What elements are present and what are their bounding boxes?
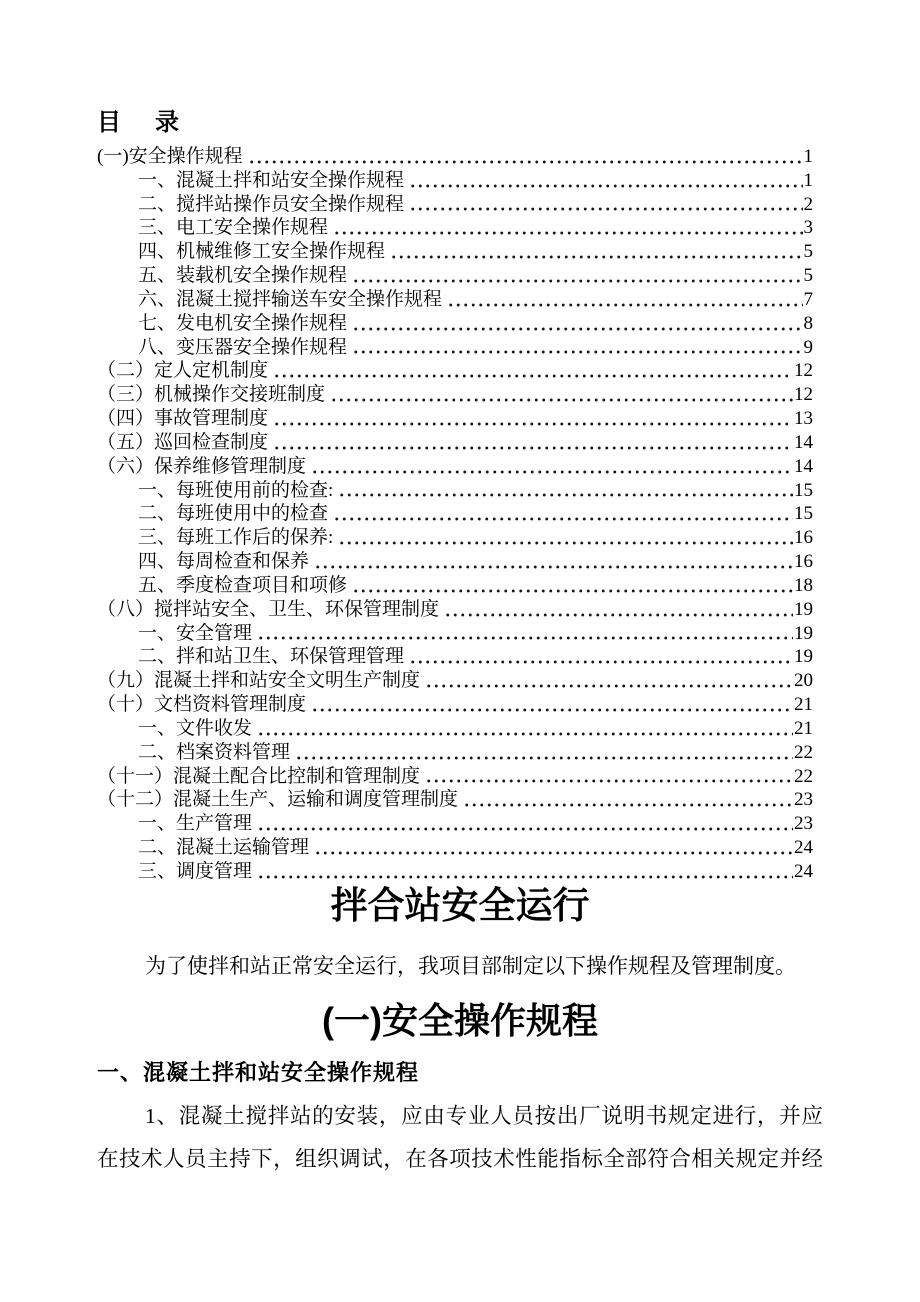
toc-entry-title: 一、安全管理 (138, 622, 253, 644)
toc-entry (97, 765, 813, 789)
toc-entry (97, 383, 813, 407)
toc-entry-page-number: 12 (794, 360, 813, 382)
toc-dot-leader (407, 645, 793, 669)
toc-entry (97, 288, 813, 312)
toc-entry-page-number: 24 (794, 860, 813, 882)
toc-dot-leader (388, 240, 802, 264)
body-paragraph (97, 1095, 823, 1181)
toc-entry (97, 240, 813, 264)
toc-entry (97, 741, 813, 765)
toc-entry-title: （十）文档资料管理制度 (97, 694, 307, 716)
toc-entry-page-number: 1 (803, 146, 813, 167)
toc-entry (97, 312, 813, 336)
toc-entry-page-number: 23 (794, 813, 813, 835)
toc-entry-page-number: 7 (803, 288, 813, 310)
toc-entry (97, 717, 813, 741)
toc-entry-page-number: 1 (803, 169, 813, 191)
toc-entry-page-number: 16 (794, 527, 813, 549)
toc-dot-leader (461, 788, 793, 812)
toc-dot-leader (271, 359, 793, 383)
toc-entry-title: （九）混凝土拌和站安全文明生产制度 (97, 670, 421, 692)
document-title: 拌合站安全运行 (330, 886, 590, 927)
section-heading: (一)安全操作规程 (322, 1000, 598, 1041)
toc-dot-leader (423, 765, 793, 789)
body-text-line: 在技术人员主持下，组织调试，在各项技术性能指标全部符合相关规定并经 (97, 1147, 823, 1171)
toc-entry-page-number: 16 (794, 551, 813, 573)
toc-entry (97, 359, 813, 383)
toc-entry-title: 三、调度管理 (138, 860, 253, 882)
toc-dot-leader (312, 550, 793, 574)
toc-dot-leader (271, 431, 793, 455)
toc-entry (97, 669, 813, 693)
toc-entry-page-number: 21 (794, 717, 813, 739)
toc-entry-title: 三、每班工作后的保养: (138, 527, 334, 549)
body-text-line: 1、混凝土搅拌站的安装，应由专业人员按出厂说明书规定进行，并应 (145, 1104, 823, 1128)
toc-entry-title: （五）巡回检查制度 (97, 431, 269, 453)
toc-list (97, 145, 813, 884)
toc-entry (97, 788, 813, 812)
toc-dot-leader (445, 288, 802, 312)
toc-entry-title: （十一）混凝土配合比控制和管理制度 (97, 765, 421, 787)
toc-dot-leader (331, 502, 793, 526)
toc-dot-leader (407, 193, 802, 217)
toc-entry (97, 598, 813, 622)
toc-entry (97, 622, 813, 646)
toc-entry (97, 860, 813, 884)
toc-entry-title: 二、混凝土运输管理 (138, 837, 310, 859)
toc-entry-title: 四、每周检查和保养 (138, 551, 310, 573)
toc-entry-page-number: 5 (803, 241, 813, 263)
toc-entry-title: （六）保养维修管理制度 (97, 455, 307, 477)
toc-entry-title: 二、拌和站卫生、环保管理管理 (138, 646, 405, 668)
toc-entry (97, 455, 813, 479)
toc-dot-leader (309, 693, 793, 717)
toc-entry (97, 812, 813, 836)
toc-dot-leader (350, 336, 802, 360)
toc-entry-page-number: 12 (794, 384, 813, 406)
toc-entry-title: （十二）混凝土生产、运输和调度管理制度 (97, 789, 459, 811)
toc-dot-leader (255, 622, 793, 646)
subsection-heading: 一、混凝土拌和站安全操作规程 (97, 1060, 420, 1085)
toc-entry-page-number: 23 (794, 789, 813, 811)
toc-entry-title: 四、机械维修工安全操作规程 (138, 241, 386, 263)
toc-dot-leader (255, 860, 793, 884)
toc-entry (97, 336, 813, 360)
toc-entry (97, 693, 813, 717)
toc-entry (97, 431, 813, 455)
toc-entry (97, 645, 813, 669)
toc-entry-page-number: 15 (794, 503, 813, 525)
toc-entry-title: 七、发电机安全操作规程 (138, 312, 348, 334)
toc-entry-page-number: 18 (794, 574, 813, 596)
toc-entry (97, 407, 813, 431)
toc-dot-leader (336, 479, 793, 503)
toc-entry (97, 526, 813, 550)
toc-entry-title: 一、混凝土拌和站安全操作规程 (138, 169, 405, 191)
toc-dot-leader (312, 836, 793, 860)
toc-entry (97, 502, 813, 526)
toc-dot-leader (293, 741, 793, 765)
toc-dot-leader (328, 383, 793, 407)
toc-dot-leader (331, 216, 802, 240)
toc-dot-leader (255, 717, 793, 741)
toc-entry (97, 145, 813, 169)
toc-entry (97, 169, 813, 193)
toc-entry-page-number: 8 (803, 312, 813, 334)
toc-dot-leader (350, 312, 802, 336)
toc-entry-title: 六、混凝土搅拌输送车安全操作规程 (138, 288, 443, 310)
toc-entry-title: 三、电工安全操作规程 (138, 217, 329, 239)
toc-entry (97, 574, 813, 598)
toc-entry-title: （三）机械操作交接班制度 (97, 384, 326, 406)
toc-entry-title: 八、变压器安全操作规程 (138, 336, 348, 358)
toc-entry (97, 193, 813, 217)
toc-dot-leader (350, 574, 793, 598)
toc-entry-title: (一)安全操作规程 (97, 146, 243, 167)
toc-entry-page-number: 24 (794, 837, 813, 859)
toc-dot-leader (246, 145, 803, 169)
toc-dot-leader (309, 455, 793, 479)
toc-entry (97, 550, 813, 574)
toc-dot-leader (423, 669, 793, 693)
toc-dot-leader (271, 407, 793, 431)
toc-dot-leader (442, 598, 793, 622)
toc-entry-title: 二、档案资料管理 (138, 741, 291, 763)
toc-entry-page-number: 3 (803, 217, 813, 239)
toc-entry-page-number: 13 (794, 408, 813, 430)
toc-entry-page-number: 20 (794, 670, 813, 692)
toc-entry-title: （八）搅拌站安全、卫生、环保管理制度 (97, 598, 440, 620)
toc-dot-leader (350, 264, 802, 288)
toc-entry-title: 一、每班使用前的检查: (138, 479, 334, 501)
toc-entry-page-number: 21 (794, 694, 813, 716)
toc-entry-page-number: 14 (794, 431, 813, 453)
toc-entry-page-number: 19 (794, 646, 813, 668)
toc-dot-leader (255, 812, 793, 836)
toc-entry-page-number: 5 (803, 265, 813, 287)
toc-entry-title: 二、每班使用中的检查 (138, 503, 329, 525)
toc-entry-title: 一、文件收发 (138, 717, 253, 739)
toc-entry (97, 264, 813, 288)
toc-entry-title: 五、装载机安全操作规程 (138, 265, 348, 287)
toc-entry-title: 五、季度检查项目和项修 (138, 574, 348, 596)
toc-entry-page-number: 22 (794, 765, 813, 787)
toc-entry (97, 479, 813, 503)
toc-entry-title: （二）定人定机制度 (97, 360, 269, 382)
toc-entry (97, 216, 813, 240)
toc-entry-page-number: 14 (794, 455, 813, 477)
toc-dot-leader (336, 526, 793, 550)
toc-entry (97, 836, 813, 860)
toc-entry-title: （四）事故管理制度 (97, 408, 269, 430)
toc-entry-page-number: 19 (794, 622, 813, 644)
intro-paragraph: 为了使拌和站正常安全运行，我项目部制定以下操作规程及管理制度。 (145, 954, 796, 978)
toc-entry-title: 二、搅拌站操作员安全操作规程 (138, 193, 405, 215)
toc-entry-page-number: 9 (803, 336, 813, 358)
toc-entry-page-number: 19 (794, 598, 813, 620)
toc-entry-page-number: 2 (803, 193, 813, 215)
toc-entry-page-number: 22 (794, 741, 813, 763)
toc-entry-page-number: 15 (794, 479, 813, 501)
toc-dot-leader (407, 169, 802, 193)
toc-heading: 目 录 (97, 109, 184, 136)
toc-entry-title: 一、生产管理 (138, 813, 253, 835)
